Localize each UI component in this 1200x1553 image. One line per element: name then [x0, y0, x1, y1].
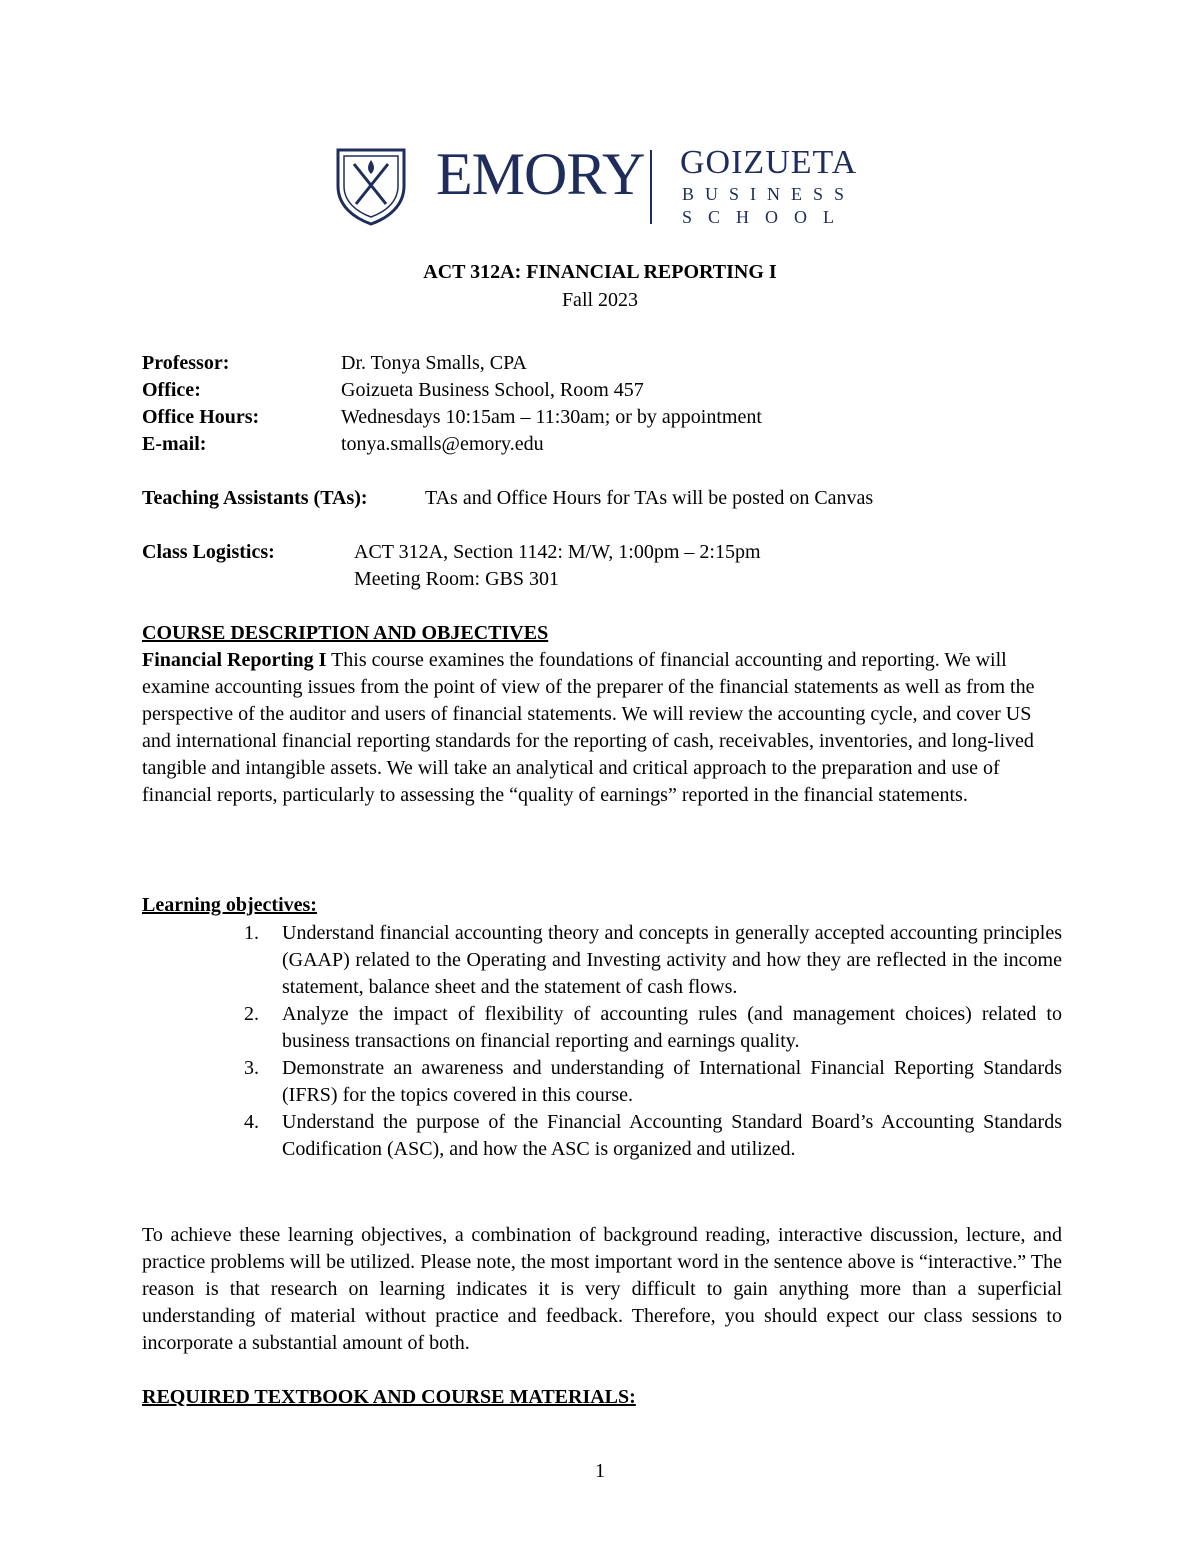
logistics-line2: Meeting Room: GBS 301: [354, 568, 560, 590]
list-item: [244, 1109, 1062, 1163]
list-item-number: 4.: [244, 1111, 259, 1133]
learning-objectives-list: [244, 920, 1062, 1163]
logo-emory-text: EMORY: [436, 141, 645, 207]
list-item-number: 1.: [244, 922, 259, 944]
textbook-materials-heading: REQUIRED TEXTBOOK AND COURSE MATERIALS:: [142, 1386, 636, 1408]
page-number: 1: [595, 1460, 605, 1482]
logistics-line1: ACT 312A, Section 1142: M/W, 1:00pm – 2:15pm: [354, 541, 761, 563]
learning-objectives-heading: Learning objectives:: [142, 894, 317, 916]
logo-goizueta-text: GOIZUETA: [680, 144, 858, 181]
course-description-paragraph: [142, 647, 1062, 809]
logo-school-text: SCHOOL: [682, 207, 851, 227]
email-value[interactable]: tonya.smalls@emory.edu: [341, 433, 544, 455]
list-item: [244, 1055, 1062, 1109]
list-item-text: Analyze the impact of flexibility of accounting rules (and management choices) related to business transactions on financial reporting and earnings quality.: [282, 1003, 1062, 1052]
office-hours-label: Office Hours:: [142, 406, 260, 428]
list-item: [244, 920, 1062, 1001]
professor-value: Dr. Tonya Smalls, CPA: [341, 352, 527, 374]
list-item-number: 2.: [244, 1003, 259, 1025]
office-value: Goizueta Business School, Room 457: [341, 379, 644, 401]
office-label: Office:: [142, 379, 201, 401]
office-hours-value: Wednesdays 10:15am – 11:30am; or by appointment: [341, 406, 762, 428]
professor-label: Professor:: [142, 352, 230, 374]
course-description-lead: Financial Reporting I: [142, 649, 327, 671]
list-item-text: Understand the purpose of the Financial Accounting Standard Board’s Accounting Standards Codification (ASC), and how the ASC is organized and utilized.: [282, 1111, 1062, 1160]
logistics-label: Class Logistics:: [142, 541, 275, 563]
list-item-text: Understand financial accounting theory and concepts in generally accepted accounting principles (GAAP) related to the Operating and Investing activity and how they are reflected in the income statement, balance sheet and the statement of cash flows.: [282, 922, 1062, 998]
course-description-heading: COURSE DESCRIPTION AND OBJECTIVES: [142, 622, 549, 644]
tas-label: Teaching Assistants (TAs):: [142, 487, 368, 509]
email-label: E-mail:: [142, 433, 207, 455]
course-term: Fall 2023: [561, 289, 639, 311]
list-item: [244, 1001, 1062, 1055]
list-item-text: Demonstrate an awareness and understanding of International Financial Reporting Standards (IFRS) for the topics covered in this course.: [282, 1057, 1062, 1106]
course-title: ACT 312A: FINANCIAL REPORTING I: [423, 261, 777, 283]
logo-divider: [650, 150, 652, 224]
course-description-body: This course examines the foundations of financial accounting and reporting. We will examine accounting issues from the point of view of the preparer of the financial statements as well as from the perspective of the auditor and users of financial statements. We will review the accounting cycle, and cover US and international financial reporting standards for the reporting of cash, receivables, inventories, and long-lived tangible and intangible assets. We will take an analytical and critical approach to the preparation and use of financial reports, particularly to assessing the “quality of earnings” reported in the financial statements.: [142, 649, 1035, 806]
logo-business-text: BUSINESS: [682, 184, 856, 204]
approach-paragraph: To achieve these learning objectives, a combination of background reading, interactive discussion, lecture, and practice problems will be utilized. Please note, the most important word in the sentence above is “interactive.” The reason is that research on learning indicates it is very difficult to gain anything more than a superficial understanding of material without practice and feedback. Therefore, you should expect our class sessions to incorporate a substantial amount of both.: [142, 1224, 1062, 1354]
list-item-number: 3.: [244, 1057, 259, 1079]
shield-torch-icon: [334, 146, 408, 226]
tas-value: TAs and Office Hours for TAs will be posted on Canvas: [425, 487, 874, 509]
emory-goizueta-logo: [332, 141, 872, 230]
